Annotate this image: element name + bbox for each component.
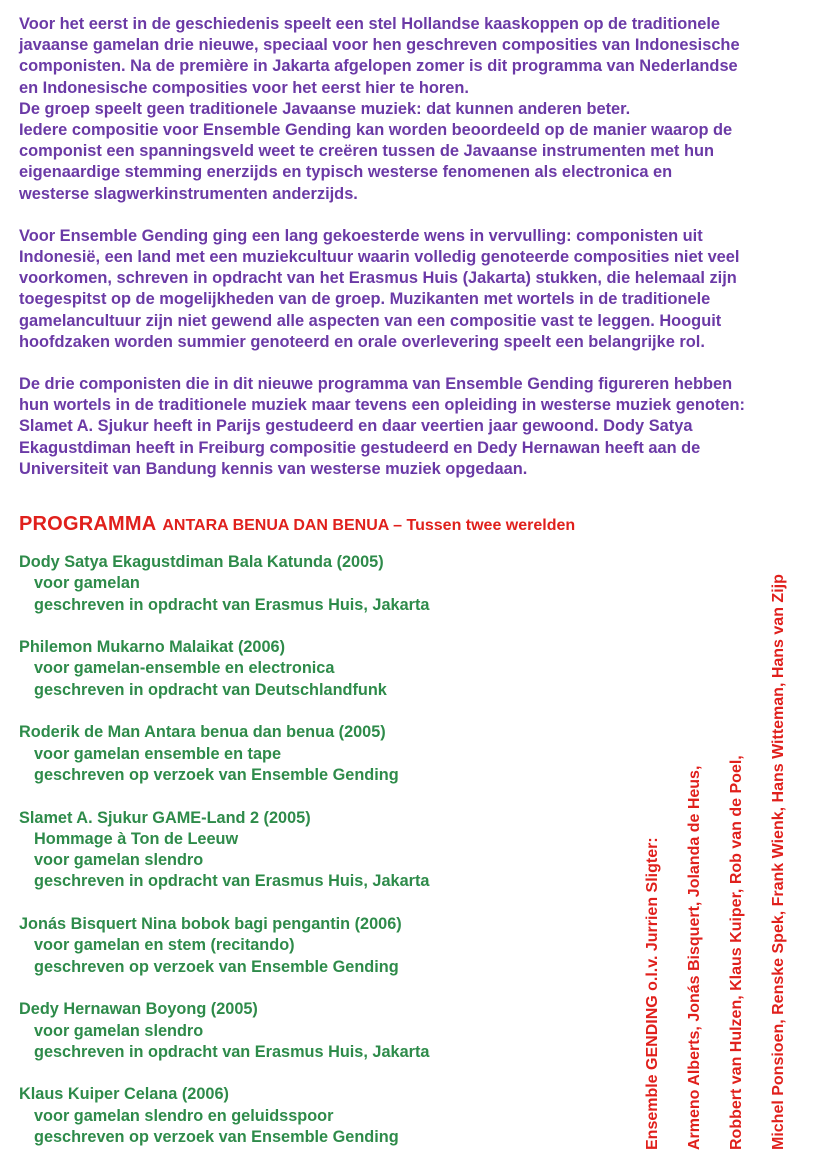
ensemble-members-line: Michel Ponsioen, Renske Spek, Frank Wienk, Hans Witteman, Hans van Zijp (770, 574, 787, 1150)
piece-title: Philemon Mukarno Malaikat (2006) (19, 638, 286, 657)
programme-item (19, 552, 619, 616)
piece-detail: voor gamelan-ensemble en electronica (34, 659, 335, 678)
intro-paragraph-3 (19, 374, 819, 480)
intro-line: gamelancultuur zijn niet gewend alle aspecten van een compositie vast te leggen. Hooguit (19, 311, 722, 330)
intro-paragraph-2 (19, 226, 819, 353)
programme-list (19, 552, 619, 1170)
intro-line: westerse slagwerkinstrumenten anderzijds. (19, 184, 358, 203)
piece-detail: voor gamelan en stem (recitando) (34, 936, 295, 955)
intro-line: hoofdzaken worden summier genoteerd en orale overlevering speelt een belangrijke rol. (19, 332, 705, 351)
intro-line: toegespitst op de mogelijkheden van de groep. Muzikanten met wortels in de traditionele (19, 290, 711, 309)
piece-title: Klaus Kuiper Celana (2006) (19, 1085, 229, 1104)
piece-detail: voor gamelan ensemble en tape (34, 744, 282, 763)
programme-item (19, 999, 619, 1063)
piece-detail: Hommage à Ton de Leeuw (34, 829, 239, 848)
piece-detail: geschreven op verzoek van Ensemble Gending (34, 957, 399, 976)
intro-line: Iedere compositie voor Ensemble Gending kan worden beoordeeld op de manier waarop de (19, 121, 733, 140)
programme-item (19, 808, 619, 893)
piece-title: Jonás Bisquert Nina bobok bagi pengantin (2006) (19, 915, 402, 934)
piece-title: Slamet A. Sjukur GAME-Land 2 (2005) (19, 808, 311, 827)
piece-detail: geschreven in opdracht van Deutschlandfunk (34, 680, 387, 699)
ensemble-members-line: Armeno Alberts, Jonás Bisquert, Jolanda de Heus, (686, 765, 703, 1150)
intro-line: Voor het eerst in de geschiedenis speelt een stel Hollandse kaaskoppen op de traditionele (19, 15, 721, 33)
piece-detail: voor gamelan slendro (34, 851, 204, 870)
intro-line: componisten. Na de première in Jakarta afgelopen zomer is dit programma van Nederlandse (19, 57, 738, 76)
piece-detail: geschreven in opdracht van Erasmus Huis, Jakarta (34, 595, 430, 614)
piece-detail: voor gamelan (34, 574, 140, 593)
piece-title: Roderik de Man Antara benua dan benua (2005) (19, 723, 386, 742)
piece-detail: geschreven op verzoek van Ensemble Gending (34, 765, 399, 784)
intro-line: en Indonesische composities voor het eerst hier te horen. (19, 78, 469, 97)
intro-line: Voor Ensemble Gending ging een lang gekoesterde wens in vervulling: componisten uit (19, 226, 703, 245)
piece-title: Dody Satya Ekagustdiman Bala Katunda (2005) (19, 553, 384, 571)
intro-line: Ekagustdiman heeft in Freiburg compositie gestudeerd en Dedy Hernawan heeft aan de (19, 438, 701, 457)
ensemble-credits (628, 470, 808, 1150)
piece-detail: voor gamelan slendro en geluidsspoor (34, 1106, 334, 1125)
intro-line: javaanse gamelan drie nieuwe, speciaal voor hen geschreven composities van Indonesische (19, 36, 740, 55)
programme-heading (19, 513, 575, 536)
programme-subtitle: ANTARA BENUA DAN BENUA – Tussen twee werelden (162, 517, 576, 534)
intro-line: voorkomen, schreven in opdracht van het Erasmus Huis (Jakarta) stukken, die helemaal zijn (19, 269, 737, 288)
intro-line: eigenaardige stemming enerzijds en typisch westerse fenomenen als electronica en (19, 163, 673, 182)
programme-item (19, 1084, 619, 1148)
piece-detail: geschreven in opdracht van Erasmus Huis, Jakarta (34, 1042, 430, 1061)
intro-line: componist een spanningsveld weet te creëren tussen de Javaanse instrumenten met hun (19, 142, 714, 161)
ensemble-members-line: Robbert van Hulzen, Klaus Kuiper, Rob van de Poel, (728, 755, 745, 1150)
piece-detail: geschreven op verzoek van Ensemble Gending (34, 1128, 399, 1147)
intro-line: Universiteit van Bandung kennis van westerse muziek opgedaan. (19, 459, 528, 478)
intro-paragraph-1 (19, 14, 819, 205)
piece-detail: voor gamelan slendro (34, 1021, 204, 1040)
intro-line: Indonesië, een land met een muziekcultuur waarin volledig genoteerde composities niet veel (19, 248, 740, 267)
intro-line: De groep speelt geen traditionele Javaanse muziek: dat kunnen anderen beter. (19, 99, 631, 118)
programme-item (19, 914, 619, 978)
ensemble-conductor-line: Ensemble GENDING o.l.v. Jurrien Sligter: (644, 837, 661, 1150)
piece-title: Dedy Hernawan Boyong (2005) (19, 1000, 258, 1019)
intro-line: De drie componisten die in dit nieuwe programma van Ensemble Gending figureren hebben (19, 375, 733, 394)
programme-item (19, 637, 619, 701)
programme-item (19, 722, 619, 786)
intro-text (19, 14, 819, 501)
programme-title: PROGRAMMA (19, 513, 157, 535)
intro-line: Slamet A. Sjukur heeft in Parijs gestudeerd en daar veertien jaar gewoond. Dody Satya (19, 417, 693, 436)
intro-line: hun wortels in de traditionele muziek maar tevens een opleiding in westerse muziek genoten: (19, 396, 745, 415)
piece-detail: geschreven in opdracht van Erasmus Huis, Jakarta (34, 872, 430, 891)
